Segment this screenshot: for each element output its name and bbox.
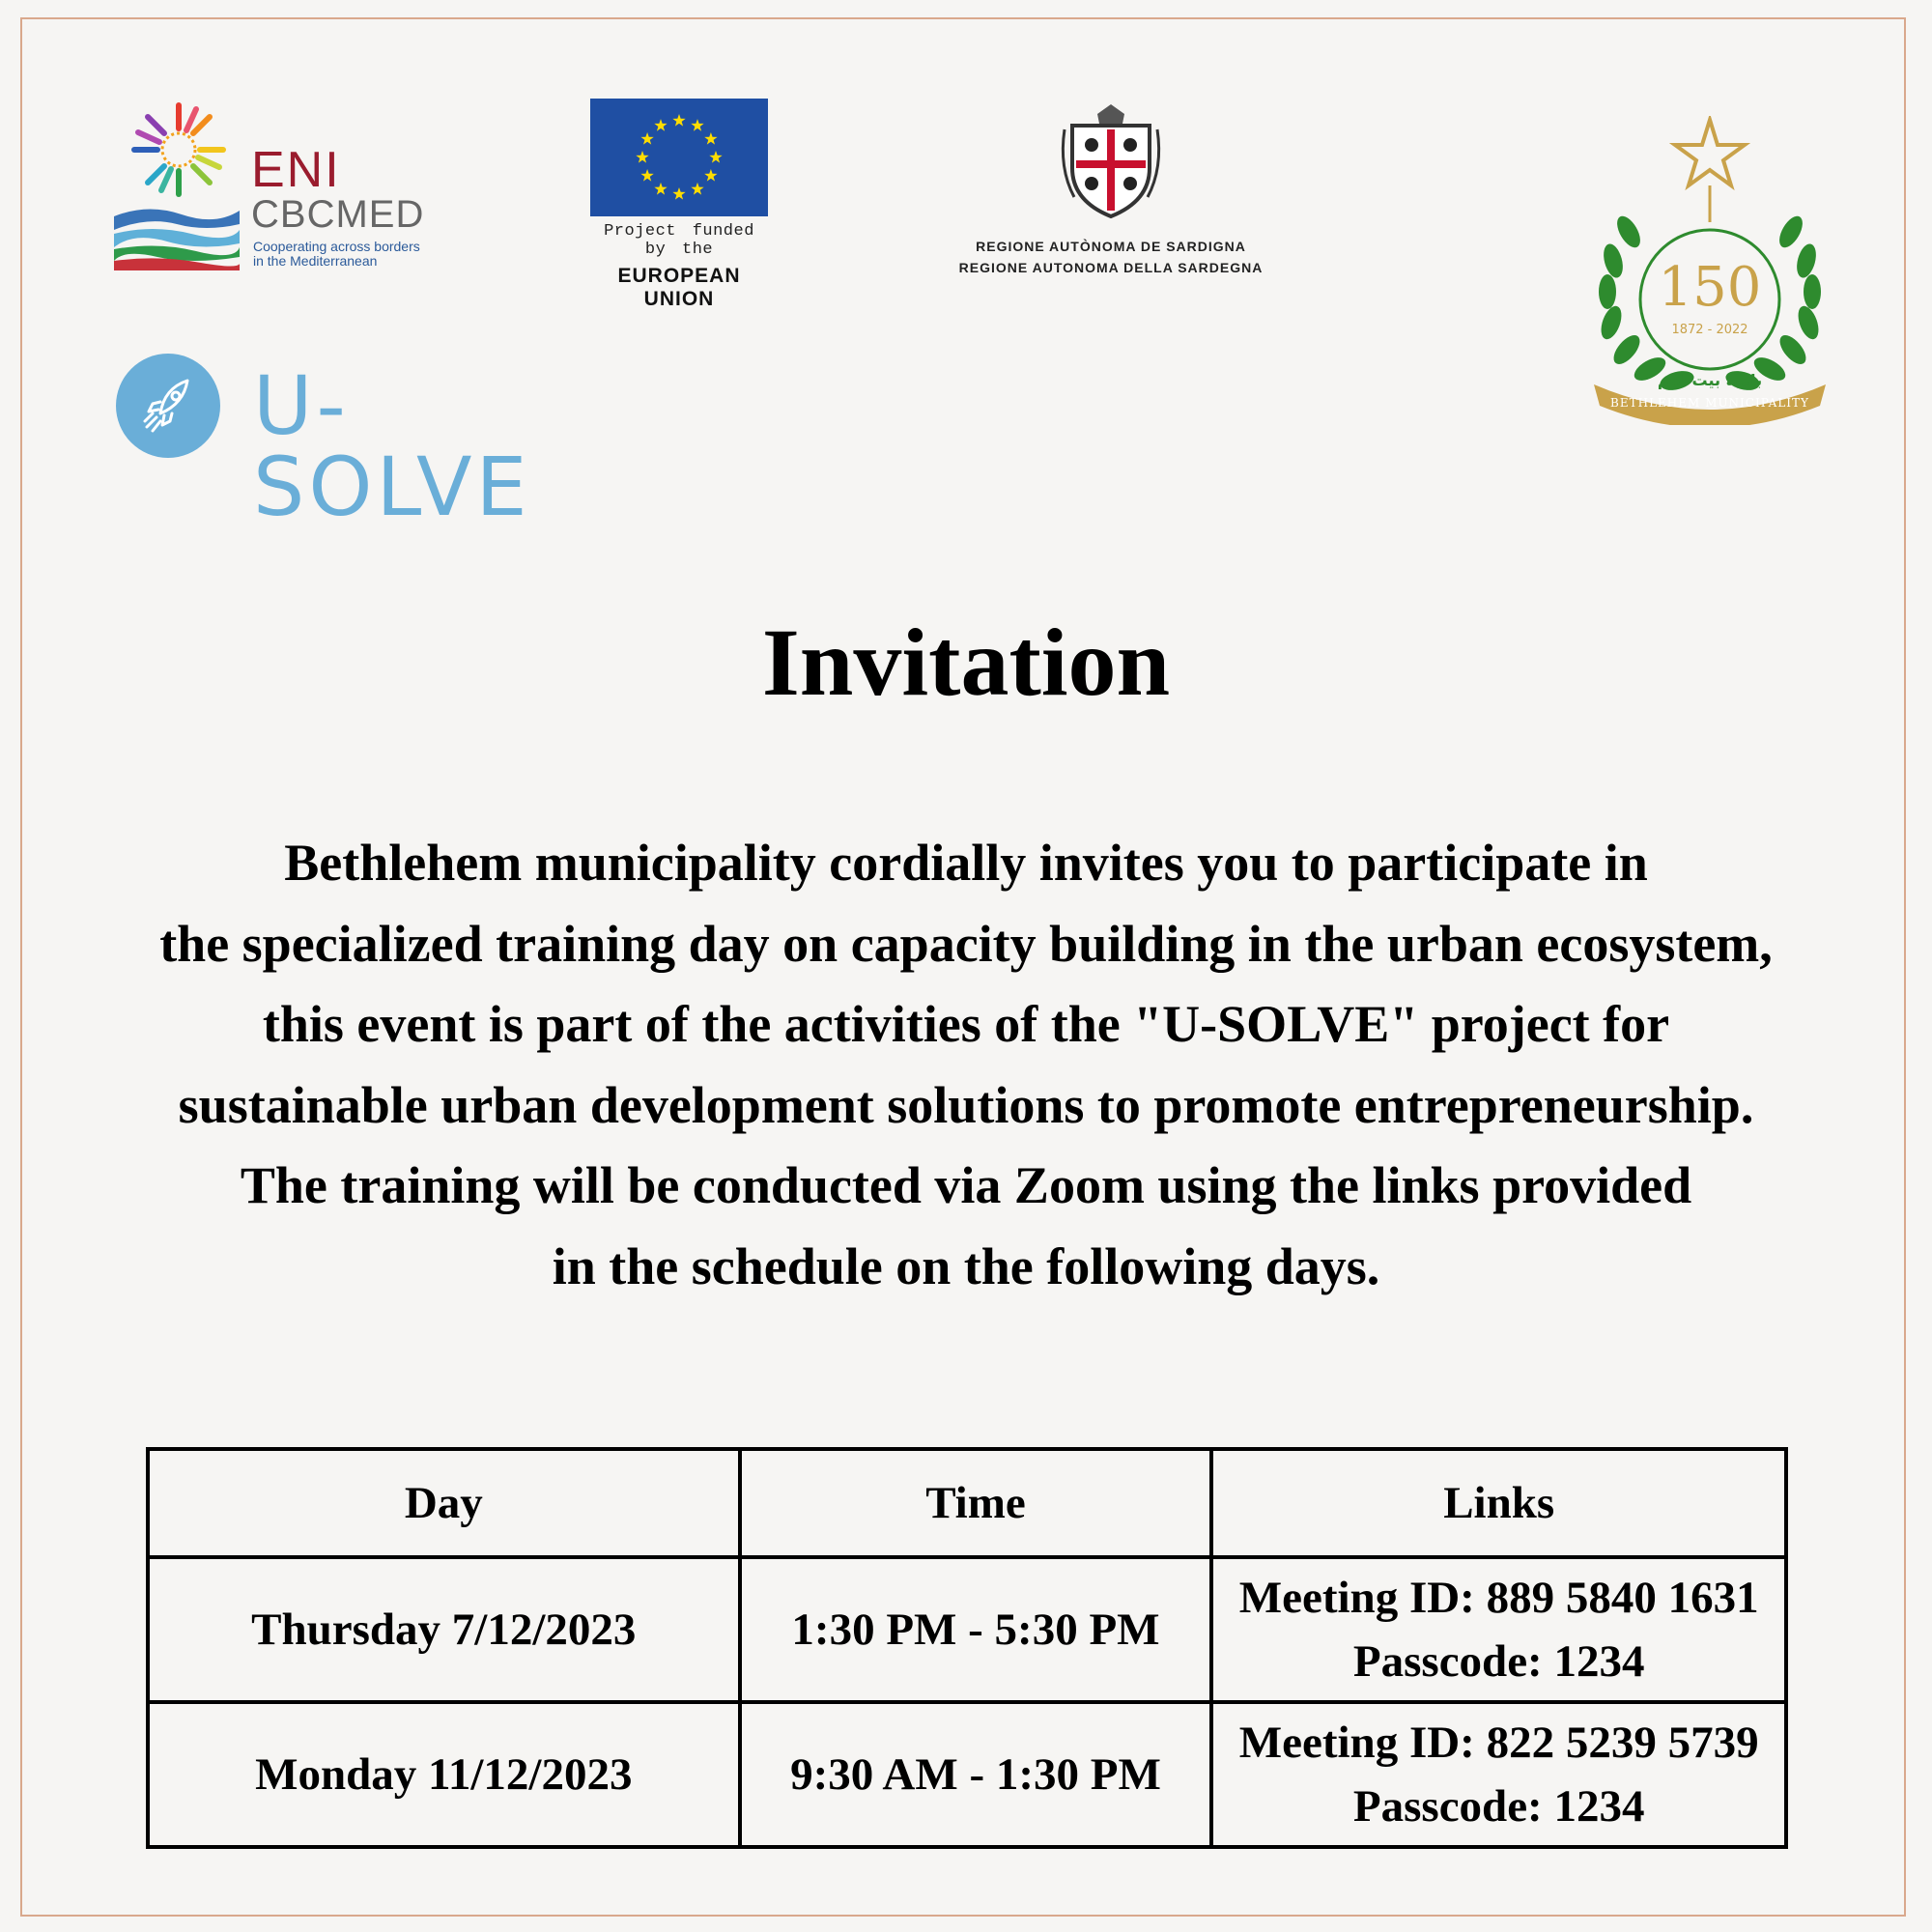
passcode: Passcode: 1234 bbox=[1352, 1781, 1645, 1832]
sardegna-logo bbox=[908, 100, 1314, 284]
table-row bbox=[148, 1702, 1786, 1847]
cell-time: 9:30 AM - 1:30 PM bbox=[740, 1702, 1212, 1847]
sardegna-crest-icon bbox=[1055, 100, 1167, 222]
eni-cbcmed-logo bbox=[114, 97, 462, 290]
bethlehem-english-name: BETHLEHEM MUNICIPALITY bbox=[1610, 396, 1809, 410]
invitation-body bbox=[58, 823, 1874, 1307]
body-line: in the schedule on the following days. bbox=[552, 1236, 1380, 1295]
cbcmed-wordmark: CBCMED bbox=[251, 193, 425, 236]
body-line: The training will be conducted via Zoom using the links provided bbox=[240, 1156, 1692, 1214]
body-line: sustainable urban development solutions to promote entrepreneurship. bbox=[178, 1075, 1754, 1134]
meeting-id: Meeting ID: 889 5840 1631 bbox=[1238, 1573, 1759, 1623]
header-day: Day bbox=[148, 1449, 740, 1557]
cell-links bbox=[1211, 1557, 1786, 1702]
bethlehem-municipality-logo bbox=[1584, 116, 1835, 425]
bethlehem-arabic-name: بلدية بيت لحم bbox=[1657, 371, 1763, 389]
eu-flag-icon bbox=[590, 99, 768, 216]
body-line: the specialized training day on capacity building in the urban ecosystem, bbox=[159, 914, 1773, 973]
eni-tagline-2: in the Mediterranean bbox=[253, 253, 378, 269]
table-row bbox=[148, 1557, 1786, 1702]
body-line: Bethlehem municipality cordially invites you to participate in bbox=[284, 834, 1648, 892]
cell-day: Monday 11/12/2023 bbox=[148, 1702, 740, 1847]
eu-funded-text: Project funded by the bbox=[604, 222, 754, 259]
bethlehem-years: 1872 - 2022 bbox=[1671, 323, 1748, 337]
eni-waves-icon bbox=[114, 203, 240, 272]
schedule-table bbox=[146, 1447, 1788, 1849]
eu-logo bbox=[587, 99, 771, 310]
u-solve-wordmark: U-SOLVE bbox=[253, 358, 531, 534]
bethlehem-anniversary-number: 150 bbox=[1658, 256, 1762, 319]
meeting-id: Meeting ID: 822 5239 5739 bbox=[1238, 1718, 1759, 1768]
u-solve-logo bbox=[116, 354, 599, 534]
passcode: Passcode: 1234 bbox=[1352, 1636, 1645, 1687]
header-links: Links bbox=[1211, 1449, 1786, 1557]
cell-day: Thursday 7/12/2023 bbox=[148, 1557, 740, 1702]
cell-time: 1:30 PM - 5:30 PM bbox=[740, 1557, 1212, 1702]
eu-name-text: EUROPEAN UNION bbox=[617, 265, 741, 310]
eni-wordmark: ENI bbox=[251, 142, 341, 198]
sardegna-line-2: REGIONE AUTONOMA DELLA SARDEGNA bbox=[958, 260, 1264, 275]
body-line: this event is part of the activities of the "U-SOLVE" project for bbox=[262, 995, 1670, 1053]
eni-tagline-1: Cooperating across borders bbox=[253, 239, 420, 254]
eni-sun-icon bbox=[126, 97, 232, 203]
sardegna-line-1: REGIONE AUTÒNOMA DE SARDIGNA bbox=[976, 239, 1246, 254]
header-time: Time bbox=[740, 1449, 1212, 1557]
cell-links bbox=[1211, 1702, 1786, 1847]
table-header-row bbox=[148, 1449, 1786, 1557]
rocket-icon bbox=[116, 354, 220, 458]
invitation-title: Invitation bbox=[761, 609, 1171, 716]
eni-tagline bbox=[253, 240, 420, 269]
